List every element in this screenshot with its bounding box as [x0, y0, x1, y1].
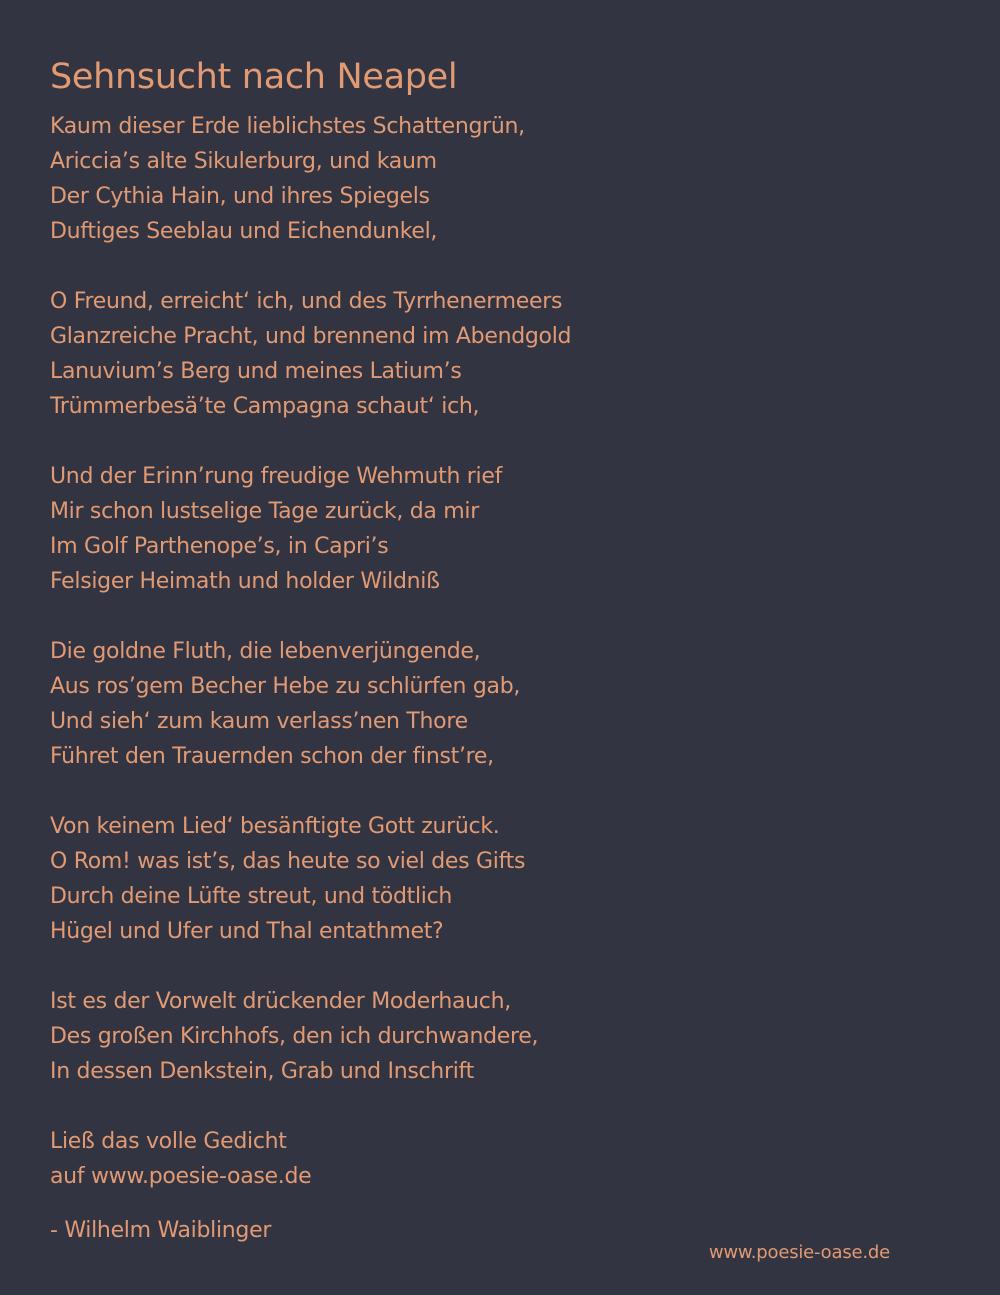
full-poem-note-line: Ließ das volle Gedicht: [50, 1129, 287, 1154]
full-poem-note: [50, 1124, 950, 1194]
poem-line: Ist es der Vorwelt drückender Moderhauch,: [50, 989, 511, 1014]
poem-line: Ariccia’s alte Sikulerburg, und kaum: [50, 149, 437, 174]
poem-line: Und der Erinn’rung freudige Wehmuth rief: [50, 464, 503, 489]
poem-line: Und sieh‘ zum kaum verlass’nen Thore: [50, 709, 468, 734]
poem-line: O Rom! was ist’s, das heute so viel des Gifts: [50, 849, 526, 874]
poem-line: Des großen Kirchhofs, den ich durchwandere,: [50, 1024, 539, 1049]
poem-line: Hügel und Ufer und Thal entathmet?: [50, 919, 444, 944]
poem-body: [50, 109, 950, 1194]
poem-line: Glanzreiche Pracht, und brennend im Abendgold: [50, 324, 572, 349]
poem-line: Aus ros’gem Becher Hebe zu schlürfen gab,: [50, 674, 521, 699]
stanza-6: [50, 984, 950, 1089]
poem-line: Führet den Trauernden schon der finst’re,: [50, 744, 494, 769]
stanza-1: [50, 109, 950, 249]
poem-line: Die goldne Fluth, die lebenverjüngende,: [50, 639, 481, 664]
poem-line: Lanuvium’s Berg und meines Latium’s: [50, 359, 462, 384]
poem-line: O Freund, erreicht‘ ich, und des Tyrrhenermeers: [50, 289, 563, 314]
poem-line: Felsiger Heimath und holder Wildniß: [50, 569, 440, 594]
stanza-2: [50, 284, 950, 424]
poem-line: Von keinem Lied‘ besänftigte Gott zurück.: [50, 814, 500, 839]
poem-author: - Wilhelm Waiblinger: [50, 1218, 272, 1243]
stanza-5: [50, 809, 950, 949]
poem-line: Der Cythia Hain, und ihres Spiegels: [50, 184, 430, 209]
poem-line: Kaum dieser Erde lieblichstes Schattengrün,: [50, 114, 525, 139]
poem-card: [50, 55, 950, 1229]
poem-line: Durch deine Lüfte streut, und tödtlich: [50, 884, 453, 909]
site-watermark: www.poesie-oase.de: [708, 1242, 890, 1263]
poem-line: Mir schon lustselige Tage zurück, da mir: [50, 499, 479, 524]
stanza-3: [50, 459, 950, 599]
poem-line: Im Golf Parthenope’s, in Capri’s: [50, 534, 389, 559]
stanza-4: [50, 634, 950, 774]
poem-line: Duftiges Seeblau und Eichendunkel,: [50, 219, 438, 244]
poem-title: Sehnsucht nach Neapel: [50, 57, 458, 97]
poem-line: Trümmerbesä’te Campagna schaut‘ ich,: [50, 394, 480, 419]
full-poem-link[interactable]: auf www.poesie-oase.de: [50, 1164, 312, 1189]
poem-line: In dessen Denkstein, Grab und Inschrift: [50, 1059, 474, 1084]
